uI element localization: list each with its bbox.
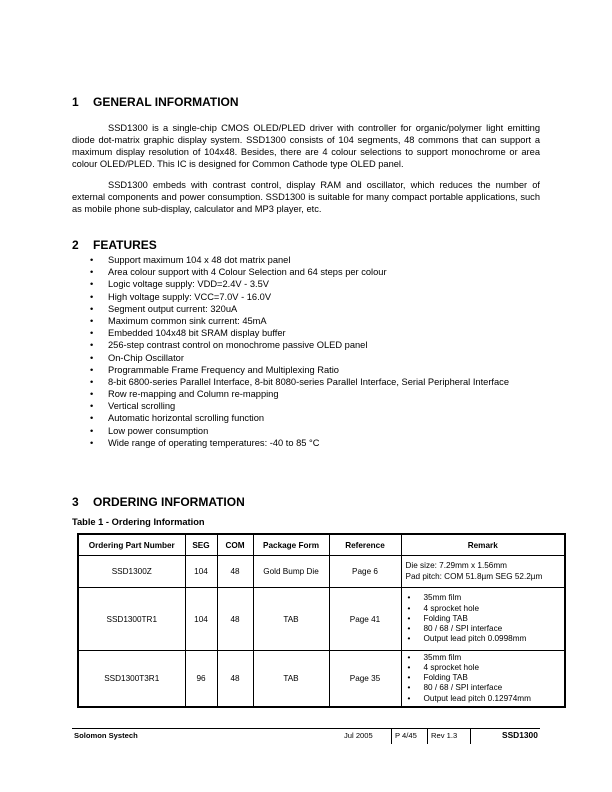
section-title: FEATURES	[93, 238, 157, 252]
section-number: 3	[72, 495, 79, 509]
cell-com: 48	[217, 556, 253, 588]
general-paragraph-1: SSD1300 is a single-chip CMOS OLED/PLED driver with controller for organic/polymer light emitting diode dot-matrix graphic display system. SSD1300 consists of 104 segments, 48 commons that can support a maximum display resolution of 104x48. Besides, there are 4 colour selections to support monochrome or area colour OLED/PLED. This IC is designed for Common Cathode type OLED panel.	[72, 123, 540, 169]
section-heading-general-information	[72, 95, 239, 109]
remark-list	[406, 653, 562, 704]
cell-seg: 104	[185, 556, 217, 588]
features-list	[90, 254, 509, 449]
feature-item: • Support maximum 104 x 48 dot matrix panel	[90, 254, 509, 266]
cell-reference: Page 6	[329, 556, 401, 588]
feature-item: • 256-step contrast control on monochrome passive OLED panel	[90, 339, 509, 351]
cell-seg: 104	[185, 588, 217, 651]
cell-reference: Page 35	[329, 651, 401, 707]
cell-part-number: SSD1300Z	[78, 556, 185, 588]
remark-line: Pad pitch: COM 51.8µm SEG 52.2µm	[405, 571, 543, 581]
section-title: GENERAL INFORMATION	[93, 95, 239, 109]
cell-remark	[401, 588, 565, 651]
feature-item: • Automatic horizontal scrolling function	[90, 412, 509, 424]
feature-item: • Low power consumption	[90, 425, 509, 437]
remark-item: • 35mm film	[406, 593, 562, 603]
cell-package: Gold Bump Die	[253, 556, 329, 588]
column-header: SEG	[185, 534, 217, 556]
footer-company: Solomon Systech	[74, 731, 138, 740]
remark-list	[406, 593, 562, 644]
feature-item: • Maximum common sink current: 45mA	[90, 315, 509, 327]
cell-package: TAB	[253, 588, 329, 651]
feature-item: • Vertical scrolling	[90, 400, 509, 412]
footer-date: Jul 2005	[344, 731, 373, 740]
ordering-table	[77, 533, 566, 708]
remark-item: • Output lead pitch 0.12974mm	[406, 694, 562, 704]
feature-item: • Row re-mapping and Column re-mapping	[90, 388, 509, 400]
general-paragraph-2: SSD1300 embeds with contrast control, display RAM and oscillator, which reduces the number of external components and power consumption. SSD1300 is suitable for many compact portable applications, such as mobile phone sub-display, calculator and MP3 player, etc.	[72, 180, 540, 214]
section-heading-ordering-information	[72, 495, 245, 509]
section-number: 2	[72, 238, 79, 252]
section-number: 1	[72, 95, 79, 109]
cell-remark	[401, 651, 565, 707]
footer-product: SSD1300	[502, 730, 538, 740]
feature-item: • Segment output current: 320uA	[90, 303, 509, 315]
remark-item: • 80 / 68 / SPI interface	[406, 683, 562, 693]
feature-item: • Programmable Frame Frequency and Multiplexing Ratio	[90, 364, 509, 376]
remark-item: • 4 sprocket hole	[406, 604, 562, 614]
column-header: Remark	[401, 534, 565, 556]
remark-line: Die size: 7.29mm x 1.56mm	[405, 561, 507, 571]
feature-item: • High voltage supply: VCC=7.0V - 16.0V	[90, 291, 509, 303]
cell-reference: Page 41	[329, 588, 401, 651]
column-header: COM	[217, 534, 253, 556]
feature-item: • Embedded 104x48 bit SRAM display buffer	[90, 327, 509, 339]
feature-item: • Logic voltage supply: VDD=2.4V - 3.5V	[90, 278, 509, 290]
column-header: Package Form	[253, 534, 329, 556]
feature-item: • Area colour support with 4 Colour Selection and 64 steps per colour	[90, 266, 509, 278]
table-row	[78, 556, 565, 588]
cell-com: 48	[217, 651, 253, 707]
cell-package: TAB	[253, 651, 329, 707]
cell-part-number: SSD1300T3R1	[78, 651, 185, 707]
column-header: Ordering Part Number	[78, 534, 185, 556]
column-header: Reference	[329, 534, 401, 556]
remark-item: • Folding TAB	[406, 673, 562, 683]
cell-seg: 96	[185, 651, 217, 707]
section-title: ORDERING INFORMATION	[93, 495, 245, 509]
table-row	[78, 651, 565, 707]
feature-item: • Wide range of operating temperatures: -40 to 85 °C	[90, 437, 509, 449]
cell-part-number: SSD1300TR1	[78, 588, 185, 651]
cell-com: 48	[217, 588, 253, 651]
footer-revision: Rev 1.3	[431, 731, 458, 740]
table-row	[78, 588, 565, 651]
footer-page: P 4/45	[395, 731, 417, 740]
table-header-row	[78, 534, 565, 556]
remark-item: • Folding TAB	[406, 614, 562, 624]
remark-item: • Output lead pitch 0.0998mm	[406, 634, 562, 644]
feature-item: • On-Chip Oscillator	[90, 352, 509, 364]
remark-item: • 80 / 68 / SPI interface	[406, 624, 562, 634]
remark-item: • 35mm film	[406, 653, 562, 663]
table-caption: Table 1 - Ordering Information	[72, 517, 205, 527]
remark-item: • 4 sprocket hole	[406, 663, 562, 673]
feature-item: • 8-bit 6800-series Parallel Interface, 8-bit 8080-series Parallel Interface, Serial Peripheral Interface	[90, 376, 509, 388]
section-heading-features	[72, 238, 157, 252]
cell-remark	[401, 556, 565, 588]
